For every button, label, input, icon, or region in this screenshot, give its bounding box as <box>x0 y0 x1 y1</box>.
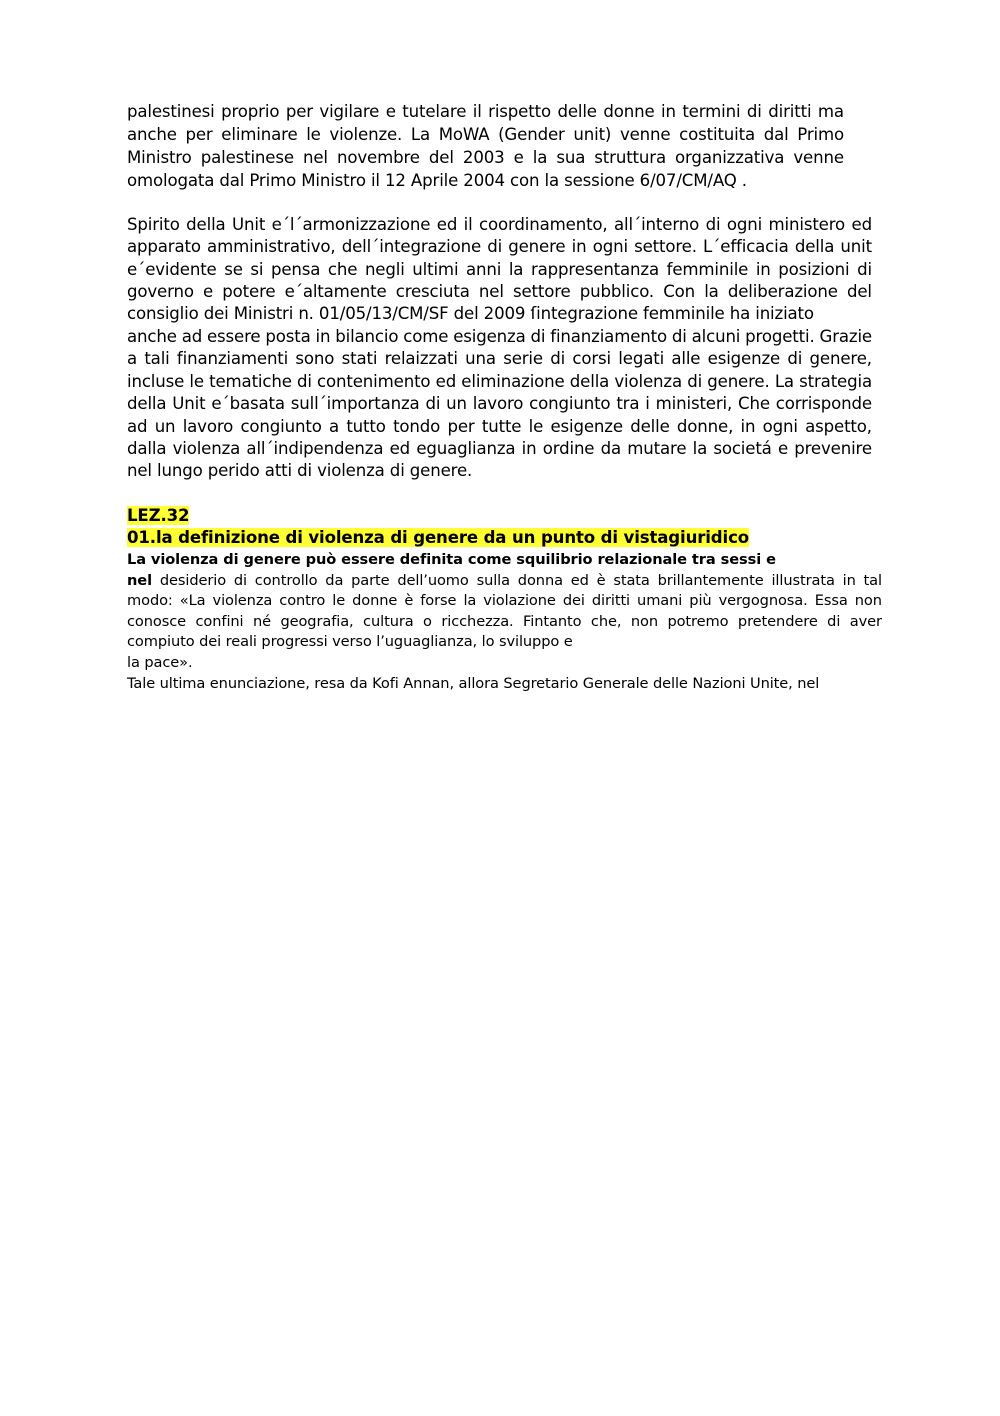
word: rispetto <box>488 102 551 121</box>
word: geografia, <box>280 613 354 630</box>
word: deliberazione <box>727 282 838 301</box>
word: in <box>661 102 676 121</box>
paragraph-1-line <box>127 147 844 169</box>
paragraph-2-line: consiglio dei Ministri n. 01/05/13/CM/SF del 2009 ſintegrazione femminile ha iniziato <box>127 304 814 323</box>
word: palestinese <box>200 148 294 167</box>
word: di <box>671 327 687 346</box>
word: ad <box>181 327 203 346</box>
word: tematiche <box>209 372 292 391</box>
word: rappresentanza <box>530 260 660 279</box>
word: alle <box>671 349 701 368</box>
word: incluse <box>127 372 185 391</box>
word: modo: <box>127 592 173 609</box>
word: strategia <box>799 372 872 391</box>
word: da <box>600 439 622 458</box>
word: o <box>423 613 432 630</box>
word: genere <box>508 237 566 256</box>
word: la <box>704 282 719 301</box>
word: della <box>127 394 167 413</box>
word: i <box>645 394 650 413</box>
word: tutte <box>481 417 522 436</box>
paragraph-2-line: nel lungo perido atti di violenza di genere. <box>127 461 473 480</box>
word: ordine <box>542 439 595 458</box>
word: Con <box>663 282 696 301</box>
word: progetti. <box>745 327 815 346</box>
paragraph-3-line <box>127 612 882 632</box>
bold-word: nel <box>127 572 152 589</box>
word: e <box>513 148 524 167</box>
word: ultimi <box>412 260 459 279</box>
paragraph-2-line <box>127 326 872 348</box>
word: relaizzati <box>384 349 458 368</box>
word: violazione <box>483 592 556 609</box>
word: pubblico. <box>579 282 655 301</box>
word: cresciuta <box>395 282 470 301</box>
word: e <box>777 439 788 458</box>
word: diritti <box>591 592 631 609</box>
word: donne, <box>676 417 734 436</box>
word: contro <box>279 592 326 609</box>
word: tondo <box>393 417 441 436</box>
word: pensa <box>270 260 321 279</box>
word: all´indipendenza <box>246 439 384 458</box>
word: di <box>705 215 721 234</box>
word: nel <box>303 148 328 167</box>
word: pretendere <box>737 613 818 630</box>
word: termini <box>682 102 741 121</box>
word: di <box>787 349 803 368</box>
word: il <box>463 215 473 234</box>
word: struttura <box>594 148 666 167</box>
lesson-label <box>127 505 189 527</box>
word: di <box>297 372 312 391</box>
word: ma <box>817 102 844 121</box>
word: di <box>233 572 247 589</box>
word: femminile <box>666 260 749 279</box>
word: venne <box>793 148 844 167</box>
word: e <box>203 282 214 301</box>
word: sull´importanza <box>290 394 420 413</box>
word: 2003 <box>462 148 505 167</box>
word: illustrata <box>771 572 835 589</box>
word: dell´integrazione <box>341 237 482 256</box>
word: Essa <box>814 592 848 609</box>
word: esigenza <box>453 327 526 346</box>
word: stata <box>613 572 650 589</box>
word: umani <box>637 592 683 609</box>
word: Grazie <box>819 327 872 346</box>
word: all´interno <box>614 215 700 234</box>
word: ricchezza. <box>441 613 514 630</box>
word: posta <box>265 327 311 346</box>
word: e´l´armonizzazione <box>271 215 431 234</box>
word: ogni <box>726 215 763 234</box>
word: bilancio <box>335 327 399 346</box>
word: la <box>508 260 524 279</box>
word: esigenze <box>707 349 781 368</box>
word: ad <box>127 417 148 436</box>
paragraph-3-line: Tale ultima enunciazione, resa da Kofi Annan, allora Segretario Generale delle Nazioni Unite, nel <box>127 675 820 692</box>
word: ed <box>570 572 589 589</box>
word: governo <box>127 282 194 301</box>
word: donne <box>603 102 655 121</box>
word: negli <box>364 260 405 279</box>
word: per <box>185 125 213 144</box>
word: sulla <box>476 572 510 589</box>
word: corrisponde <box>775 394 872 413</box>
word: societá <box>713 439 772 458</box>
word: se <box>224 260 243 279</box>
word: della <box>794 237 835 256</box>
paragraph-2-line <box>127 236 872 258</box>
word: Unit <box>232 215 266 234</box>
word: del <box>846 282 872 301</box>
word: il <box>472 102 482 121</box>
word: ministeri, <box>655 394 733 413</box>
word: tutto <box>346 417 386 436</box>
word: dell’uomo <box>397 572 469 589</box>
word: eliminare <box>221 125 298 144</box>
word: vigilare <box>319 102 380 121</box>
word: venne <box>619 125 671 144</box>
word: le <box>306 125 321 144</box>
word: Che <box>738 394 770 413</box>
paragraph-1-line <box>127 124 844 146</box>
word: Fintanto <box>523 613 582 630</box>
word: delle <box>557 102 597 121</box>
word: per <box>447 417 475 436</box>
word: (Gender <box>498 125 565 144</box>
word: in <box>571 237 587 256</box>
paragraph-1-line: omologata dal Primo Ministro il 12 Aprile 2004 con la sessione 6/07/CM/AQ . <box>127 171 747 190</box>
word: tal <box>863 572 882 589</box>
paragraph-3-line: la pace». <box>127 654 193 671</box>
word: che <box>327 260 358 279</box>
word: le <box>528 417 544 436</box>
word: di <box>687 372 703 391</box>
word: donne <box>352 592 398 609</box>
word: violenza <box>212 592 273 609</box>
word: né <box>252 613 271 630</box>
word: la <box>532 148 548 167</box>
word: amministrativo, <box>207 237 336 256</box>
word: confini <box>195 613 244 630</box>
section-title-text: 01.la definizione di violenza di genere da un punto di vistagiuridico <box>127 528 750 547</box>
word: di <box>857 260 872 279</box>
word: di <box>827 613 841 630</box>
word: ogni <box>762 417 798 436</box>
word: di <box>550 349 566 368</box>
word: apparato <box>127 237 201 256</box>
word: potremo <box>667 613 729 630</box>
word: prevenire <box>794 439 872 458</box>
word: da <box>325 572 344 589</box>
word: eliminazione <box>461 372 565 391</box>
word: nel <box>478 282 504 301</box>
word: come <box>403 327 449 346</box>
word: congiunto <box>529 394 611 413</box>
word: La <box>410 125 430 144</box>
word: organizzativa <box>675 148 785 167</box>
word: controllo <box>254 572 318 589</box>
word: che, <box>590 613 622 630</box>
word: violenze. <box>329 125 403 144</box>
word: forse <box>420 592 457 609</box>
word: settore <box>512 282 571 301</box>
paragraph-2-line <box>127 438 872 460</box>
paragraph-2-line <box>127 214 872 236</box>
word: finanziamenti <box>176 349 289 368</box>
word: ed <box>851 215 872 234</box>
word: di <box>425 394 441 413</box>
paragraph-2-line <box>127 259 872 281</box>
paragraph-2-line <box>127 371 872 393</box>
word: unit) <box>573 125 612 144</box>
word: della <box>569 372 610 391</box>
word: violenza <box>614 372 682 391</box>
definition-heading: La violenza di genere può essere definita come squilibrio relazionale tra sessi e <box>127 551 776 568</box>
word: della <box>186 215 226 234</box>
word: esigenze <box>550 417 623 436</box>
word: violenza <box>172 439 241 458</box>
word: La <box>774 372 794 391</box>
word: congiunto <box>240 417 322 436</box>
paragraph-2-line <box>127 416 872 438</box>
word: lavoro <box>182 417 234 436</box>
word: ministero <box>768 215 846 234</box>
word: settore. <box>634 237 697 256</box>
word: ed <box>389 439 411 458</box>
word: unit <box>840 237 872 256</box>
word: in <box>740 417 756 436</box>
word: le <box>332 592 346 609</box>
word: e´basata <box>211 394 285 413</box>
word: un <box>446 394 467 413</box>
word: anche <box>127 125 177 144</box>
word: e´altamente <box>284 282 387 301</box>
word: in <box>755 260 771 279</box>
word: più <box>689 592 712 609</box>
word: «La <box>179 592 206 609</box>
word: desiderio <box>159 572 227 589</box>
word: essere <box>206 327 261 346</box>
word: la <box>692 439 708 458</box>
lesson-label-text: LEZ.32 <box>127 506 190 525</box>
word: lavoro <box>472 394 524 413</box>
word: palestinesi <box>127 102 215 121</box>
word: serie <box>503 349 543 368</box>
word: finanziamento <box>550 327 667 346</box>
word: aspetto, <box>805 417 872 436</box>
word: novembre <box>336 148 420 167</box>
word: ed <box>436 215 458 234</box>
word: potere <box>222 282 276 301</box>
word: un <box>154 417 176 436</box>
word: vergognosa. <box>718 592 808 609</box>
word: sono <box>295 349 335 368</box>
word: alcuni <box>691 327 741 346</box>
paragraph-3-line <box>127 571 882 591</box>
word: in <box>842 572 856 589</box>
word: conosce <box>127 613 187 630</box>
word: non <box>854 592 882 609</box>
word: mutare <box>627 439 687 458</box>
word: la <box>463 592 477 609</box>
word: di <box>746 102 762 121</box>
word: Unit <box>172 394 206 413</box>
word: Ministro <box>127 148 192 167</box>
word: sua <box>556 148 586 167</box>
word: dei <box>562 592 585 609</box>
word: è <box>404 592 414 609</box>
word: anni <box>466 260 502 279</box>
section-title <box>127 527 749 549</box>
word: una <box>465 349 496 368</box>
paragraph-2-line <box>127 348 872 370</box>
word: Spirito <box>127 215 180 234</box>
word: per <box>285 102 313 121</box>
word: parte <box>351 572 390 589</box>
word: ogni <box>592 237 628 256</box>
paragraph-3-line <box>127 591 882 611</box>
word: di <box>487 237 503 256</box>
word: ed <box>435 372 457 391</box>
word: MoWA <box>438 125 490 144</box>
word: brillantemente <box>657 572 764 589</box>
word: di <box>530 327 546 346</box>
word: dalla <box>127 439 167 458</box>
word: del <box>428 148 454 167</box>
paragraph-1-line <box>127 101 844 123</box>
paragraph-2-line <box>127 281 872 303</box>
word: si <box>250 260 264 279</box>
word: e´evidente <box>127 260 217 279</box>
word: tutelare <box>402 102 467 121</box>
word: in <box>521 439 537 458</box>
word: in <box>315 327 331 346</box>
word: contenimento <box>317 372 431 391</box>
word: tali <box>144 349 170 368</box>
paragraph-3-line: compiuto dei reali progressi verso l’uguaglianza, lo sviluppo e <box>127 633 573 650</box>
word: le <box>189 372 204 391</box>
word: diritti <box>768 102 812 121</box>
word: a <box>127 349 138 368</box>
word: L´efficacia <box>703 237 789 256</box>
word: aver <box>849 613 882 630</box>
word: posizioni <box>778 260 850 279</box>
word: è <box>596 572 606 589</box>
word: costituita <box>679 125 756 144</box>
word: anche <box>127 327 177 346</box>
paragraph-2-line <box>127 393 872 415</box>
word: non <box>630 613 658 630</box>
word: e <box>385 102 396 121</box>
word: legati <box>618 349 665 368</box>
word: cultura <box>363 613 414 630</box>
word: stati <box>341 349 378 368</box>
word: donna <box>517 572 563 589</box>
word: delle <box>630 417 670 436</box>
word: eguaglianza <box>416 439 516 458</box>
word: dal <box>763 125 789 144</box>
word: corsi <box>572 349 611 368</box>
word: Primo <box>797 125 844 144</box>
word: genere, <box>809 349 872 368</box>
word: genere. <box>707 372 770 391</box>
word: proprio <box>221 102 280 121</box>
word: a <box>329 417 340 436</box>
word: tra <box>616 394 640 413</box>
word: coordinamento, <box>479 215 608 234</box>
